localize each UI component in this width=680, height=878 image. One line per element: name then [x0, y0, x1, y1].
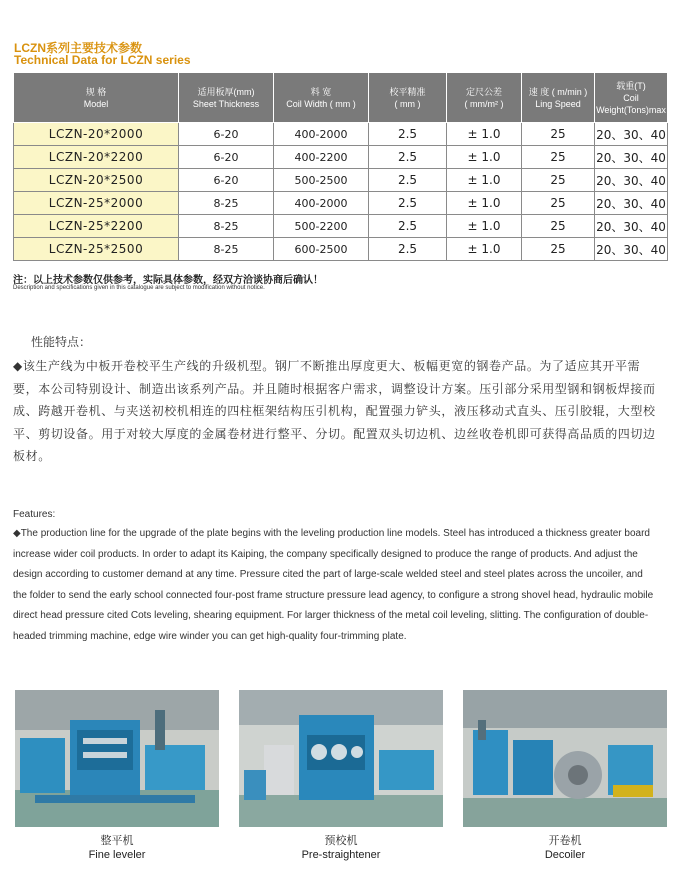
col-precision-header: [369, 73, 447, 123]
table-row: [14, 123, 668, 146]
model-cell: LCZN-25*2500: [14, 238, 179, 261]
thickness-cell: 8-25: [179, 192, 274, 215]
table-row: [14, 192, 668, 215]
col-header-cn: 定尺公差: [465, 86, 502, 97]
model-cell: LCZN-20*2000: [14, 123, 179, 146]
model-cell: LCZN-25*2000: [14, 192, 179, 215]
thickness-cell: 6-20: [179, 169, 274, 192]
weight-cell: 20、30、40: [595, 238, 668, 261]
note-cn: 注：以上技术参数仅供参考，实际具体参数，经双方洽谈协商后确认！: [13, 275, 323, 286]
width-cell: 400-2200: [274, 146, 369, 169]
table-header-row: [14, 73, 668, 123]
note-en: Description and specifications given in this catalogue are subject to modification without notice.: [13, 285, 265, 291]
title-en: Technical Data for LCZN series: [14, 53, 191, 67]
col-header-cn: 校平精准: [389, 86, 426, 97]
thickness-cell: 8-25: [179, 238, 274, 261]
weight-cell: 20、30、40: [595, 215, 668, 238]
col-thickness-header: [179, 73, 274, 123]
pre-straightener-caption-cn: 预校机: [324, 835, 358, 847]
model-cell: LCZN-20*2200: [14, 146, 179, 169]
model-cell: LCZN-25*2200: [14, 215, 179, 238]
tolerance-cell: ± 1.0: [447, 146, 522, 169]
col-header-en: Coil Weight(Tons)max: [596, 92, 666, 115]
speed-cell: 25: [522, 215, 595, 238]
col-header-cn: 规 格: [85, 86, 107, 97]
features-paragraph-en: ◆The production line for the upgrade of the plate begins with the leveling production line models. Steel has introduced a thickness greater board increase wider coil products. In order to adapt its Kaiping, the company specifically designed to produce the range of products. And adjust the design according to customer demand at any time. Pressure cited the part of large-scale welded steel and steel plates across the uncoiler, and the folder to send the early school connected four-post frame structure pressure lead agency, to configure a strong shovel head, hydraulic mobile direct head pressure cited Cots leveling, shearing equipment. For larger thickness of the metal coil leveling, slitting. The configuration of double-headed trimming machine, edge wire winder you can get high-quality four-trimming plate.: [13, 528, 654, 642]
pre-straightener-caption-en: Pre-straightener: [301, 849, 381, 861]
width-cell: 500-2200: [274, 215, 369, 238]
table-row: [14, 169, 668, 192]
features-heading-en: Features:: [13, 509, 56, 520]
weight-cell: 20、30、40: [595, 123, 668, 146]
precision-cell: 2.5: [369, 123, 447, 146]
table-row: [14, 238, 668, 261]
width-cell: 500-2500: [274, 169, 369, 192]
speed-cell: 25: [522, 238, 595, 261]
fine-leveler-caption-en: Fine leveler: [88, 849, 146, 861]
width-cell: 400-2000: [274, 123, 369, 146]
tolerance-cell: ± 1.0: [447, 123, 522, 146]
spec-table: [13, 72, 668, 261]
fine-leveler-caption-cn: 整平机: [100, 835, 134, 847]
col-tolerance-header: [447, 73, 522, 123]
precision-cell: 2.5: [369, 238, 447, 261]
col-model-header: [14, 73, 179, 123]
col-header-en: Ling Speed: [535, 98, 581, 109]
width-cell: 600-2500: [274, 238, 369, 261]
tolerance-cell: ± 1.0: [447, 169, 522, 192]
decoiler-photo: [463, 690, 667, 827]
fine-leveler-photo: [15, 690, 219, 827]
col-header-cn: 适用板厚(mm): [197, 86, 255, 97]
title-cn: LCZN系列主要技术参数: [14, 41, 142, 55]
tolerance-cell: ± 1.0: [447, 238, 522, 261]
thickness-cell: 6-20: [179, 146, 274, 169]
weight-cell: 20、30、40: [595, 169, 668, 192]
features-heading-cn: 性能特点：: [31, 335, 92, 349]
col-header-cn: 载重(T): [616, 80, 646, 91]
precision-cell: 2.5: [369, 215, 447, 238]
speed-cell: 25: [522, 123, 595, 146]
weight-cell: 20、30、40: [595, 192, 668, 215]
features-paragraph-cn: ◆该生产线为中板开卷校平生产线的升级机型。钢厂不断推出厚度更大、板幅更宽的钢卷产品。为了适应其开平需要，本公司特别设计、制造出该系列产品。并且随时根据客户需求，调整设计方案。压引部分采用型钢和钢板焊接而成、跨越开卷机、与夹送初校机相连的四柱框架结构压引机构，配置强力铲头，液压移动式直头、压引胶辊，大型校平、剪切设备。用于对较大厚度的金属卷材进行整平、分切。配置双头切边机、边丝收卷机即可获得高品质的四切边板材。: [13, 359, 656, 463]
decoiler-caption-en: Decoiler: [544, 849, 586, 861]
precision-cell: 2.5: [369, 169, 447, 192]
col-width-header: [274, 73, 369, 123]
speed-cell: 25: [522, 192, 595, 215]
width-cell: 400-2000: [274, 192, 369, 215]
table-row: [14, 146, 668, 169]
speed-cell: 25: [522, 146, 595, 169]
precision-cell: 2.5: [369, 192, 447, 215]
col-header-en: ( mm/m² ): [464, 98, 504, 109]
thickness-cell: 6-20: [179, 123, 274, 146]
weight-cell: 20、30、40: [595, 146, 668, 169]
col-header-cn: 料 宽: [310, 86, 332, 97]
tolerance-cell: ± 1.0: [447, 192, 522, 215]
col-weight-header: [595, 73, 668, 123]
precision-cell: 2.5: [369, 146, 447, 169]
decoiler-caption-cn: 开卷机: [548, 835, 582, 847]
col-header-en: Coil Width ( mm ): [286, 98, 356, 109]
col-header-cn: 速 度 ( m/min ): [528, 86, 588, 97]
col-header-en: ( mm ): [394, 98, 421, 109]
pre-straightener-photo: [239, 690, 443, 827]
speed-cell: 25: [522, 169, 595, 192]
thickness-cell: 8-25: [179, 215, 274, 238]
model-cell: LCZN-20*2500: [14, 169, 179, 192]
tolerance-cell: ± 1.0: [447, 215, 522, 238]
col-header-en: Sheet Thickness: [192, 98, 260, 109]
col-speed-header: [522, 73, 595, 123]
col-header-en: Model: [83, 98, 109, 109]
table-row: [14, 215, 668, 238]
